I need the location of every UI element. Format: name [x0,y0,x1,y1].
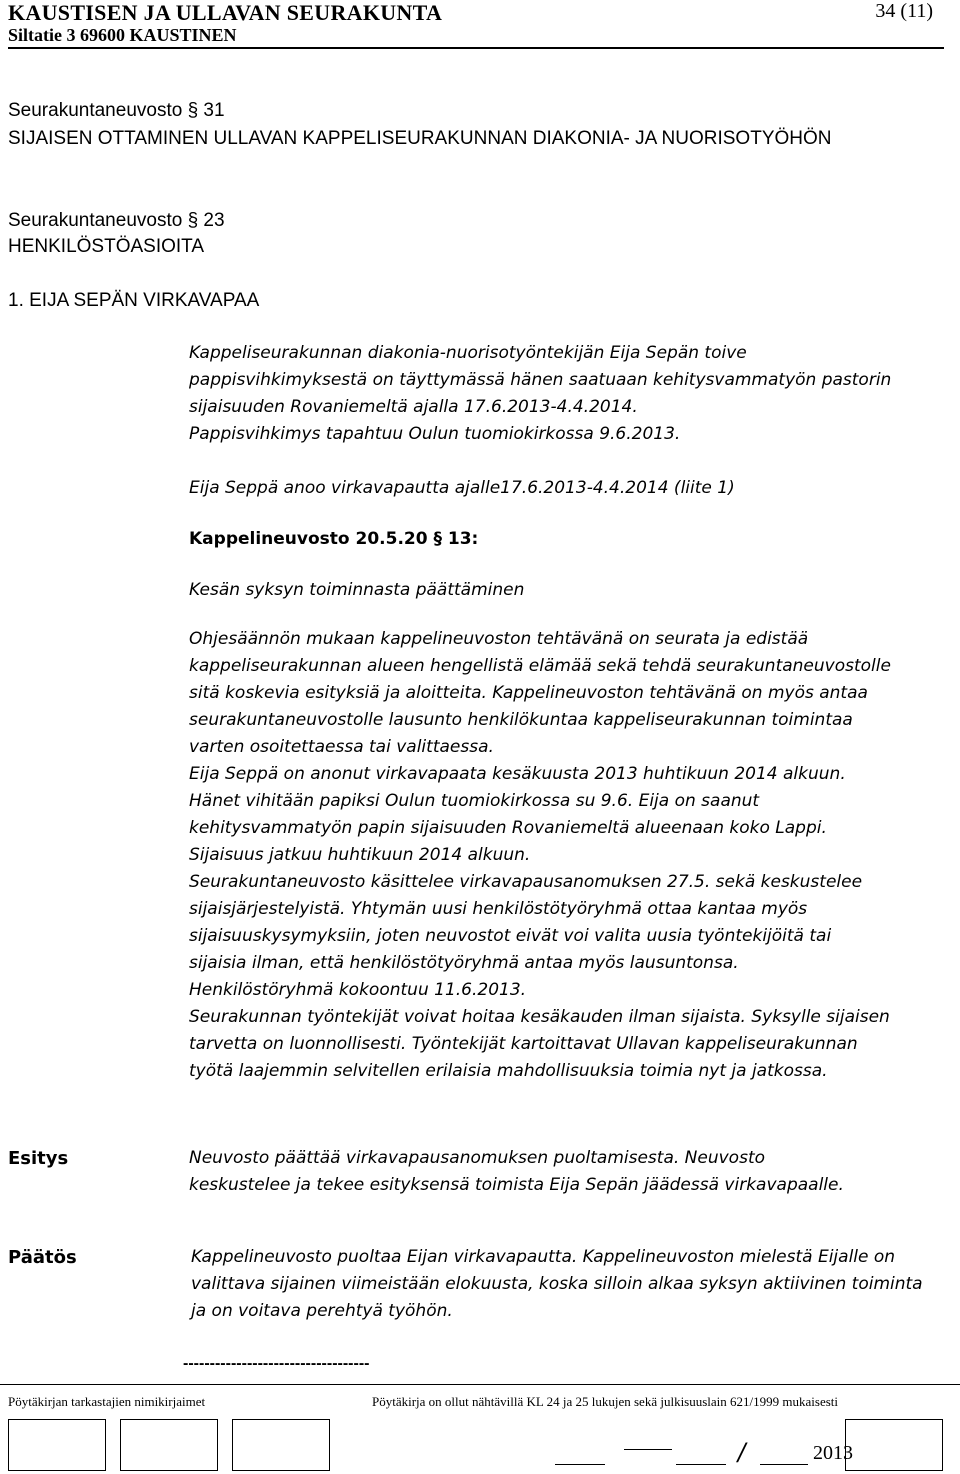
main-line: sijaisia ilman, että henkilöstötyöryhmä antaa myös lausuntonsa. [189,953,739,973]
date-blank-line [555,1464,605,1465]
main-line: tarvetta on luonnollisesti. Työntekijät kartoittavat Ullavan kappeliseurakunnan [189,1034,858,1054]
intro-line: sijaisuuden Rovaniemeltä ajalla 17.6.2013-4.4.2014. [189,397,638,417]
paatos-line: valittava sijainen viimeistään elokuusta, koska silloin alkaa syksyn aktiivinen toiminta [191,1274,923,1294]
main-line: varten osoitettaessa tai valittaessa. [189,737,494,757]
initials-box[interactable] [120,1419,218,1471]
leave-request: Eija Seppä anoo virkavapautta ajalle17.6.2013-4.4.2014 (liite 1) [189,478,735,498]
main-line: seurakuntaneuvostolle lausunto henkilökuntaa kappeliseurakunnan toimintaa [189,710,853,730]
date-blank-line [760,1464,808,1465]
paatos-line: Kappelineuvosto puoltaa Eijan virkavapautta. Kappelineuvoston mielestä Eijalle on [191,1247,896,1267]
intro-line: pappisvihkimyksestä on täyttymässä hänen saatuaan kehitysvammatyön pastorin [189,370,892,390]
main-text [189,626,909,1085]
page-number: 34 (11) [875,0,933,22]
main-line: sijaisjärjestelyistä. Yhtymän uusi henkilöstötyöryhmä ottaa kantaa myös [189,899,808,919]
separator-dashes: ----------------------------------- [183,1355,370,1372]
section-title-23: HENKILÖSTÖASIOITA [8,236,205,257]
esitys-line: Neuvosto päättää virkavapausanomuksen puoltamisesta. Neuvosto [189,1148,766,1168]
main-line: kappeliseurakunnan alueen hengellistä elämää sekä tehdä seurakuntaneuvostolle [189,656,891,676]
main-line: Seurakunnan työntekijät voivat hoitaa kesäkauden ilman sijaista. Syksylle sijaisen [189,1007,890,1027]
item-title: 1. EIJA SEPÄN VIRKAVAPAA [8,290,260,311]
paatos-line: ja on voitava perehtyä työhön. [191,1301,453,1321]
main-line: Hänet vihitään papiksi Oulun tuomiokirkossa su 9.6. Eija on saanut [189,791,760,811]
intro-line: Kappeliseurakunnan diakonia-nuorisotyöntekijän Eija Sepän toive [189,343,747,363]
main-line: työtä laajemmin selvitellen erilaisia mahdollisuuksia toimia nyt ja jatkossa. [189,1061,828,1081]
section-title-31: SIJAISEN OTTAMINEN ULLAVAN KAPPELISEURAKUNNAN DIAKONIA- JA NUORISOTYÖHÖN [8,128,832,149]
section-ref-23: Seurakuntaneuvosto § 23 [8,210,225,231]
header-rule [8,47,944,49]
esitys-line: keskustelee ja tekee esityksensä toimista Eija Sepän jäädessä virkavapaalle. [189,1175,844,1195]
initials-box[interactable] [845,1419,943,1471]
footer-rule [0,1384,960,1385]
intro-line: Pappisvihkimys tapahtuu Oulun tuomiokirkossa 9.6.2013. [189,424,681,444]
paatos-label: Päätös [8,1247,77,1268]
main-line: Eija Seppä on anonut virkavapaata kesäkuusta 2013 huhtikuun 2014 alkuun. [189,764,846,784]
body-content [189,340,909,1085]
main-line: Sijaisuus jatkuu huhtikuun 2014 alkuun. [189,845,531,865]
date-blank-line [676,1464,726,1465]
initials-box[interactable] [232,1419,330,1471]
kappelineuvosto-ref: Kappelineuvosto 20.5.20 § 13: [189,529,479,549]
initials-box[interactable] [8,1419,106,1471]
main-line: Seurakuntaneuvosto käsittelee virkavapausanomuksen 27.5. sekä keskustelee [189,872,863,892]
footer-left-label: Pöytäkirjan tarkastajien nimikirjaimet [8,1394,206,1409]
main-line: sitä koskevia esityksiä ja aloitteita. Kappelineuvoston tehtävänä on myös antaa [189,683,868,703]
footer-right-label: Pöytäkirja on ollut nähtävillä KL 24 ja 25 lukujen sekä julkisuuslain 621/1999 mukaisesti [372,1394,839,1409]
main-line: Ohjesäännön mukaan kappelineuvoston tehtävänä on seurata ja edistää [189,629,809,649]
organization-name: KAUSTISEN JA ULLAVAN SEURAKUNTA [8,0,443,25]
subject-line: Kesän syksyn toiminnasta päättäminen [189,580,525,600]
esitys-label: Esitys [8,1148,69,1169]
date-blank-line [624,1449,672,1450]
date-slash: / [736,1436,748,1469]
organization-address: Siltatie 3 69600 KAUSTINEN [8,25,237,45]
year-text: 2013 [813,1442,853,1464]
main-line: sijaisuuskysymyksiin, joten neuvostot eivät voi valita uusia työntekijöitä tai [189,926,832,946]
section-ref-31: Seurakuntaneuvosto § 31 [8,100,225,121]
main-line: Henkilöstöryhmä kokoontuu 11.6.2013. [189,980,527,1000]
main-line: kehitysvammatyön papin sijaisuuden Rovaniemeltä alueenaan koko Lappi. [189,818,827,838]
